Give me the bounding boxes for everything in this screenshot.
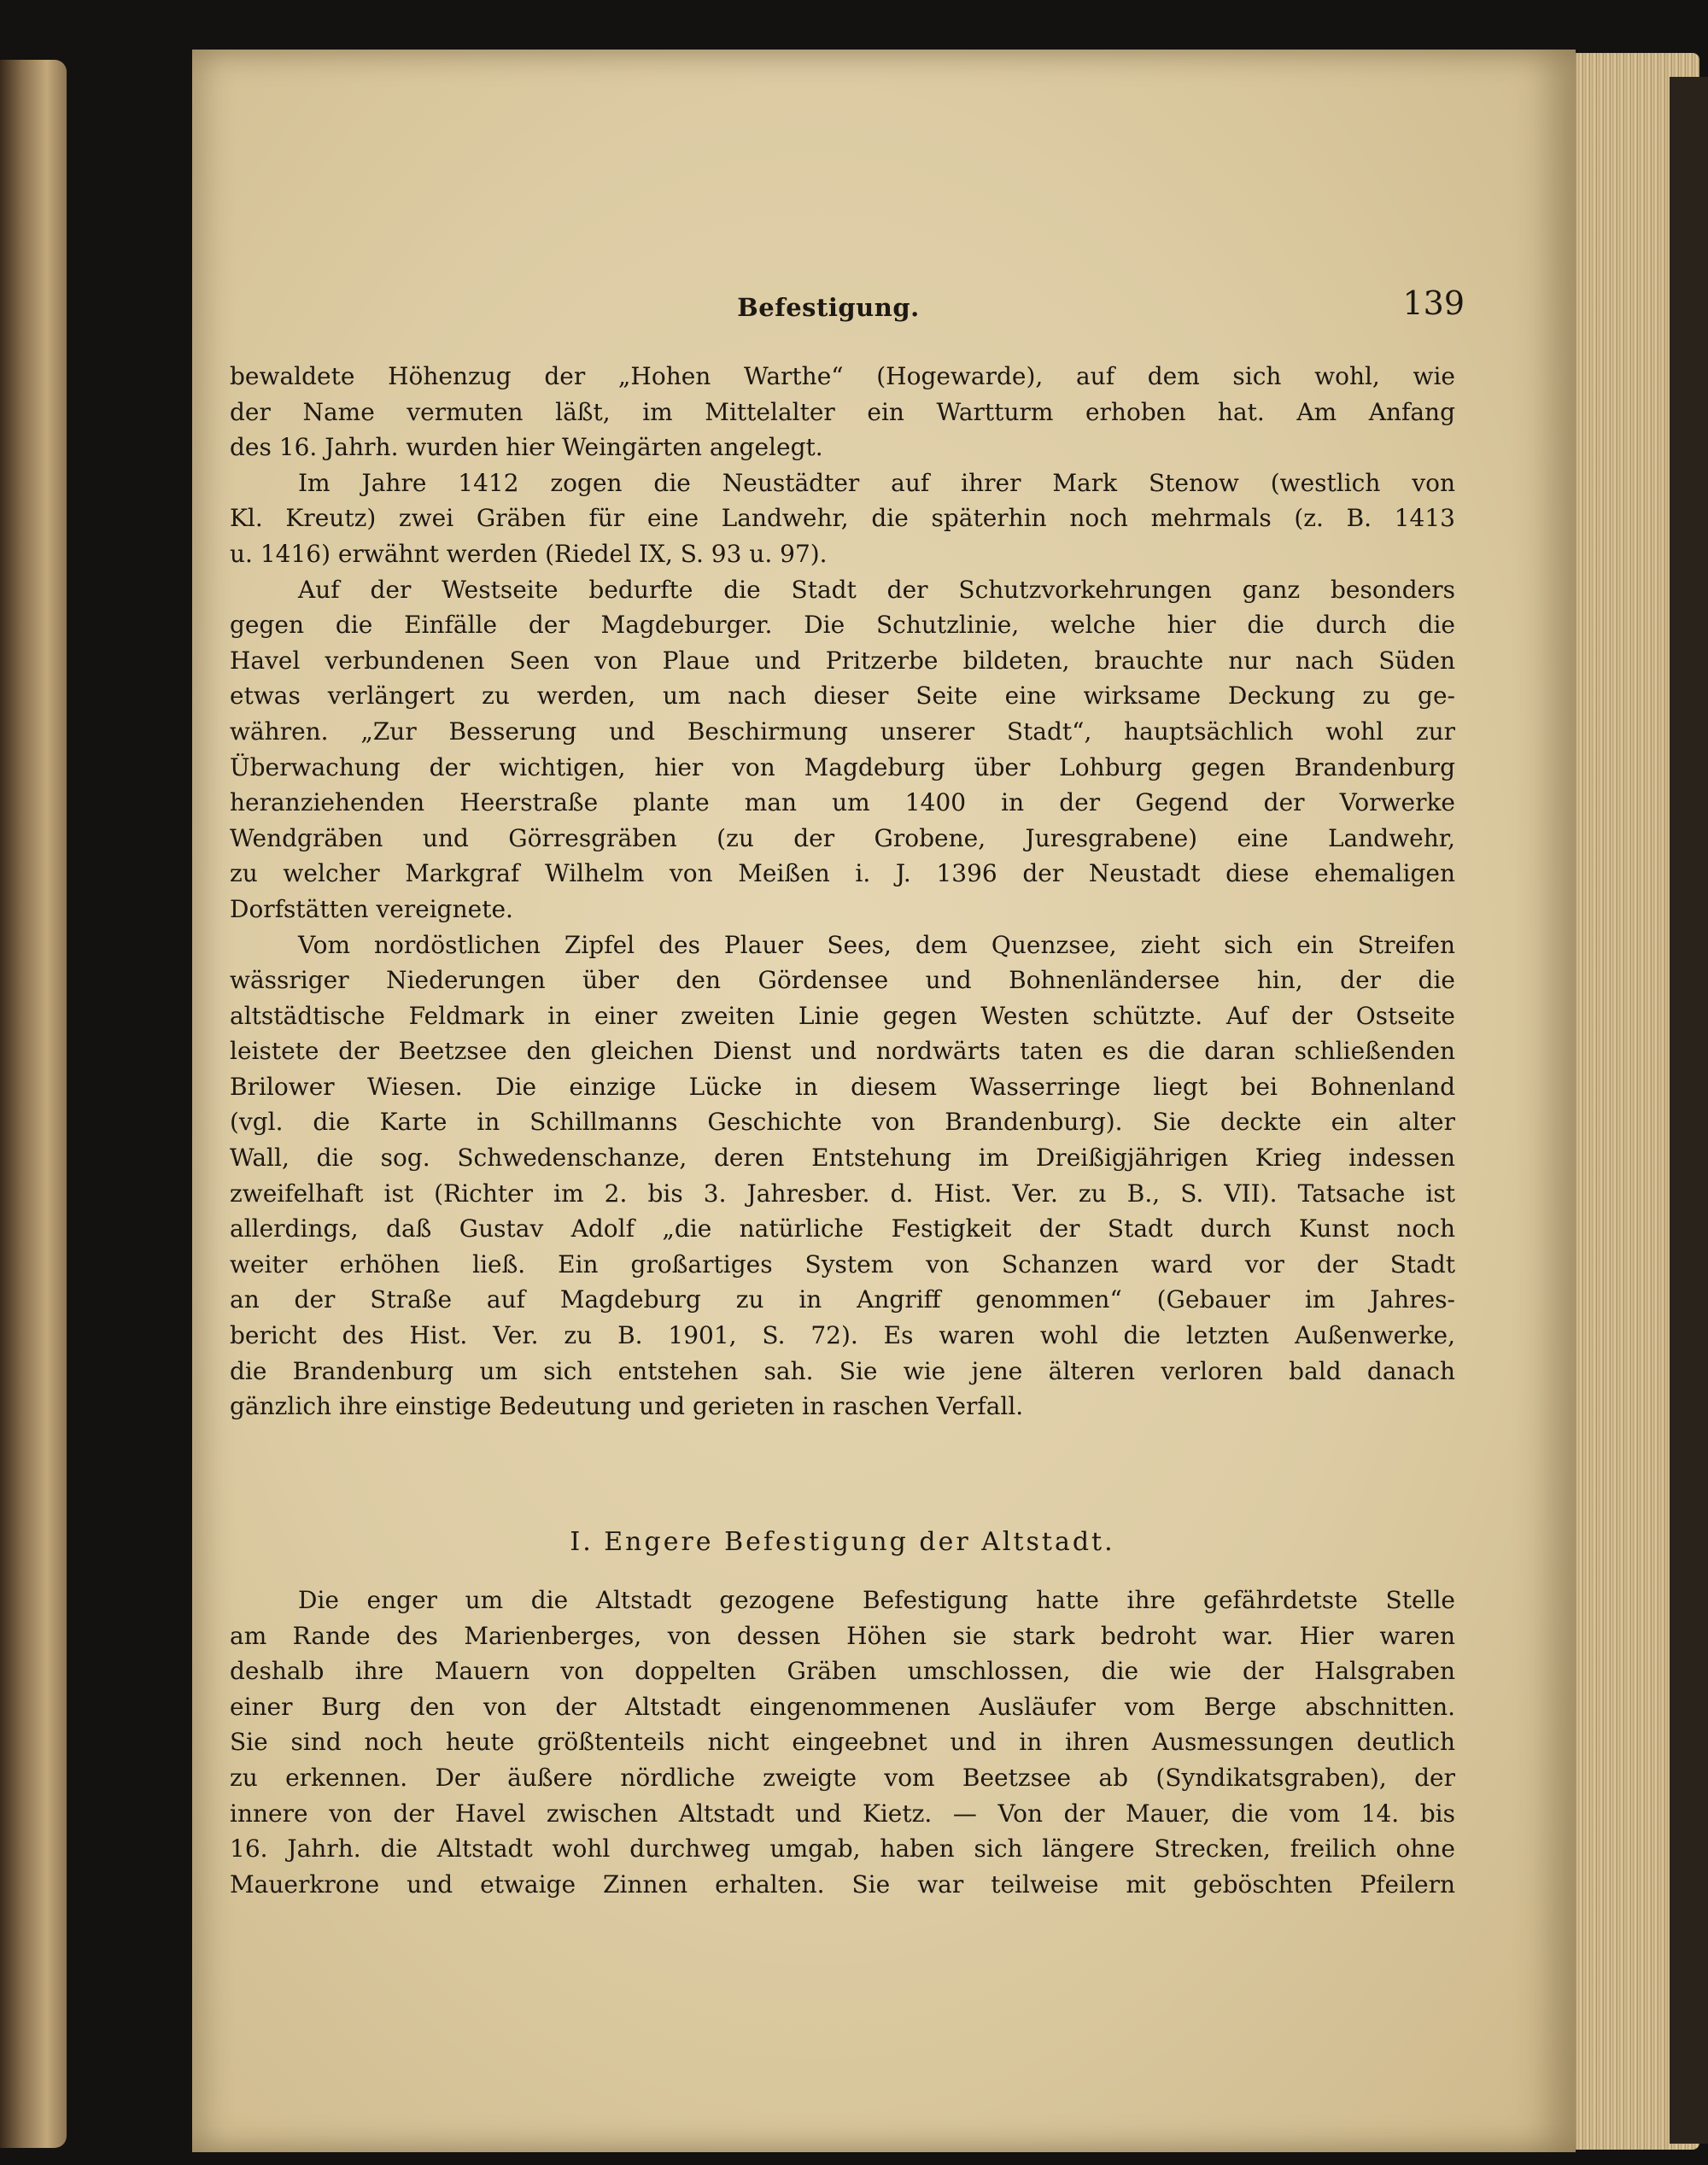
section-heading: I. Engere Befestigung der Altstadt.	[570, 1527, 1115, 1557]
text-line: Mauerkrone und etwaige Zinnen erhalten. Sie war teilweise mit geböschten Pfeilern	[230, 1870, 1455, 1899]
book-page	[192, 50, 1576, 2152]
text-line: bewaldete Höhenzug der „Hohen Warthe“ (Hogewarde), auf dem sich wohl, wie	[230, 362, 1455, 390]
text-line: Auf der Westseite bedurfte die Stadt der Schutzvorkehrungen ganz besonders	[298, 575, 1455, 604]
text-line: zweifelhaft ist (Richter im 2. bis 3. Jahresber. d. Hist. Ver. zu B., S. VII). Tatsache ist	[230, 1179, 1455, 1208]
text-line: Wendgräben und Görresgräben (zu der Grobene, Juresgrabene) eine Landwehr,	[230, 823, 1455, 852]
text-line: heranziehenden Heerstraße plante man um 1400 in der Gegend der Vorwerke	[230, 788, 1455, 817]
text-line: die Brandenburg um sich entstehen sah. Sie wie jene älteren verloren bald danach	[230, 1356, 1455, 1385]
text-line: währen. „Zur Besserung und Beschirmung unserer Stadt“, hauptsächlich wohl zur	[230, 717, 1455, 746]
text-line: 16. Jahrh. die Altstadt wohl durchweg umgab, haben sich längere Strecken, freilich ohne	[230, 1834, 1455, 1864]
text-line: der Name vermuten läßt, im Mittelalter ein Wartturm erhoben hat. Am Anfang	[230, 397, 1455, 426]
text-line: bericht des Hist. Ver. zu B. 1901, S. 72). Es waren wohl die letzten Außenwerke,	[230, 1321, 1455, 1350]
text-line: (vgl. die Karte in Schillmanns Geschichte von Brandenburg). Sie deckte ein alter	[230, 1108, 1455, 1137]
text-line: Wall, die sog. Schwedenschanze, deren Entstehung im Dreißigjährigen Krieg indessen	[230, 1144, 1455, 1173]
text-line: zu erkennen. Der äußere nördliche zweigte vom Beetzsee ab (Syndikatsgraben), der	[230, 1763, 1455, 1792]
text-line: weiter erhöhen ließ. Ein großartiges System von Schanzen ward vor der Stadt	[230, 1249, 1455, 1279]
text-line: altstädtische Feldmark in einer zweiten Linie gegen Westen schützte. Auf der Ostseite	[230, 1001, 1455, 1030]
text-line: Die enger um die Altstadt gezogene Befestigung hatte ihre gefährdetste Stelle	[298, 1586, 1455, 1614]
text-line: Im Jahre 1412 zogen die Neustädter auf ihrer Mark Stenow (westlich von	[298, 468, 1455, 497]
left-page-edge	[0, 60, 67, 2148]
running-head: Befestigung.	[737, 293, 920, 322]
text-line: Havel verbundenen Seen von Plaue und Pritzerbe bildeten, brauchte nur nach Süden	[230, 646, 1455, 675]
text-line: wässriger Niederungen über den Gördensee und Bohnenländersee hin, der die	[230, 966, 1455, 995]
text-line: Kl. Kreutz) zwei Gräben für eine Landwehr, die späterhin noch mehrmals (z. B. 1413	[230, 504, 1455, 533]
body-text	[230, 359, 1455, 1425]
section-body-text	[230, 1583, 1455, 1902]
text-line: am Rande des Marienberges, von dessen Höhen sie stark bedroht war. Hier waren	[230, 1621, 1455, 1650]
text-line: deshalb ihre Mauern von doppelten Gräben umschlossen, die wie der Halsgraben	[230, 1657, 1455, 1686]
text-line: u. 1416) erwähnt werden (Riedel IX, S. 93 u. 97).	[230, 539, 828, 568]
text-line: Vom nordöstlichen Zipfel des Plauer Sees, dem Quenzsee, zieht sich ein Streifen	[298, 930, 1455, 959]
text-line: etwas verlängert zu werden, um nach dieser Seite eine wirksame Deckung zu ge-	[230, 682, 1455, 711]
text-line: gegen die Einfälle der Magdeburger. Die Schutzlinie, welche hier die durch die	[230, 611, 1455, 640]
text-line: Brilower Wiesen. Die einzige Lücke in diesem Wasserringe liegt bei Bohnenland	[230, 1072, 1455, 1101]
text-line: Sie sind noch heute größtenteils nicht eingeebnet und in ihren Ausmessungen deutlich	[230, 1728, 1455, 1757]
text-line: einer Burg den von der Altstadt eingenommenen Ausläufer vom Berge abschnitten.	[230, 1692, 1455, 1721]
page-number: 139	[1402, 284, 1465, 322]
text-line: leistete der Beetzsee den gleichen Dienst und nordwärts taten es die daran schließenden	[230, 1037, 1455, 1066]
text-line: Dorfstätten vereignete.	[230, 894, 513, 923]
text-line: gänzlich ihre einstige Bedeutung und gerieten in raschen Verfall.	[230, 1392, 1024, 1421]
text-line: des 16. Jahrh. wurden hier Weingärten angelegt.	[230, 433, 823, 462]
text-line: an der Straße auf Magdeburg zu in Angriff genommen“ (Gebauer im Jahres-	[230, 1285, 1455, 1314]
text-line: zu welcher Markgraf Wilhelm von Meißen i. J. 1396 der Neustadt diese ehemaligen	[230, 859, 1455, 888]
text-line: Überwachung der wichtigen, hier von Magdeburg über Lohburg gegen Brandenburg	[230, 752, 1455, 781]
book-cover	[1670, 77, 1708, 2144]
text-line: innere von der Havel zwischen Altstadt und Kietz. — Von der Mauer, die vom 14. bis	[230, 1799, 1455, 1828]
text-line: allerdings, daß Gustav Adolf „die natürliche Festigkeit der Stadt durch Kunst noch	[230, 1214, 1455, 1243]
